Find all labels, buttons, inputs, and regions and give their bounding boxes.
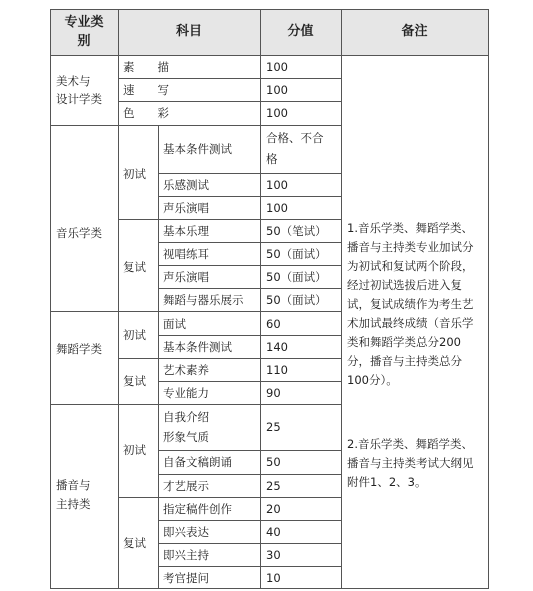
subject-cell: 艺术素养 xyxy=(163,363,209,377)
rule xyxy=(50,9,489,10)
rule xyxy=(118,9,119,589)
category-art-line2: 设计学类 xyxy=(56,92,102,106)
subject-cell-line2: 形象气质 xyxy=(163,430,209,444)
score-cell: 50（面试） xyxy=(266,247,327,261)
stage-label: 复试 xyxy=(123,260,146,274)
score-cell: 90 xyxy=(266,386,281,400)
rule xyxy=(50,311,341,312)
score-cell: 50 xyxy=(266,455,281,469)
score-table xyxy=(50,9,489,589)
subject-cell: 即兴表达 xyxy=(163,525,209,539)
score-cell: 50（笔试） xyxy=(266,224,327,238)
score-cell: 110 xyxy=(266,363,288,377)
header-category-line2: 别 xyxy=(77,34,91,49)
score-cell: 100 xyxy=(266,83,288,97)
subject-cell: 自备文稿朗诵 xyxy=(163,455,232,469)
subject-cell: 基本条件测试 xyxy=(163,340,232,354)
score-cell-line2: 格 xyxy=(266,152,278,166)
subject-cell: 舞蹈与器乐展示 xyxy=(163,293,244,307)
rule xyxy=(341,9,342,589)
category-music: 音乐学类 xyxy=(56,226,102,240)
score-cell: 20 xyxy=(266,502,281,516)
subject-cell: 色 彩 xyxy=(123,106,169,120)
score-cell: 25 xyxy=(266,479,281,493)
rule xyxy=(118,101,341,102)
rule xyxy=(50,9,51,589)
rule xyxy=(50,588,489,589)
rule xyxy=(118,358,341,359)
rule xyxy=(158,381,341,382)
score-cell: 合格、不合 xyxy=(266,131,324,145)
header-note: 备注 xyxy=(401,24,428,39)
subject-cell: 面试 xyxy=(163,317,186,331)
subject-cell: 基本条件测试 xyxy=(163,142,232,156)
category-art: 美术与 xyxy=(56,74,91,88)
subject-cell: 指定稿件创作 xyxy=(163,502,232,516)
score-cell: 30 xyxy=(266,548,281,562)
rule xyxy=(50,404,341,405)
stage-label: 初试 xyxy=(123,328,146,342)
subject-cell: 速 写 xyxy=(123,83,169,97)
header-subject: 科目 xyxy=(175,24,202,39)
rule xyxy=(118,219,341,220)
score-cell: 10 xyxy=(266,571,281,585)
rule xyxy=(260,9,261,589)
subject-cell: 自我介绍 xyxy=(163,410,209,424)
subject-cell: 声乐演唱 xyxy=(163,270,209,284)
stage-label: 复试 xyxy=(123,536,146,550)
score-cell: 100 xyxy=(266,178,288,192)
score-cell: 100 xyxy=(266,201,288,215)
score-cell: 100 xyxy=(266,106,288,120)
category-broadcast-line2: 主持类 xyxy=(56,497,91,511)
stage-label: 初试 xyxy=(123,167,146,181)
rule xyxy=(158,543,341,544)
subject-cell: 专业能力 xyxy=(163,386,209,400)
stage-label: 初试 xyxy=(123,443,146,457)
subject-cell: 基本乐理 xyxy=(163,224,209,238)
score-cell: 50（面试） xyxy=(266,293,327,307)
subject-cell: 声乐演唱 xyxy=(163,201,209,215)
score-cell: 50（面试） xyxy=(266,270,327,284)
score-cell: 140 xyxy=(266,340,288,354)
rule xyxy=(158,173,341,174)
subject-cell: 视唱练耳 xyxy=(163,247,209,261)
rule xyxy=(158,125,159,588)
score-cell: 100 xyxy=(266,60,288,74)
score-cell: 25 xyxy=(266,420,281,434)
rule xyxy=(118,78,341,79)
subject-cell: 才艺展示 xyxy=(163,479,209,493)
rule xyxy=(158,196,341,197)
rule xyxy=(158,335,341,336)
category-dance: 舞蹈学类 xyxy=(56,342,102,356)
stage-label: 复试 xyxy=(123,374,146,388)
rule xyxy=(118,497,341,498)
note-paragraph-2: 2.音乐学类、舞蹈学类、播音与主持类考试大纲见附件1、2、3。 xyxy=(347,437,474,489)
rule xyxy=(50,125,341,126)
rule xyxy=(158,566,341,567)
subject-cell: 考官提问 xyxy=(163,571,209,585)
subject-cell: 乐感测试 xyxy=(163,178,209,192)
rule xyxy=(158,520,341,521)
note-paragraph-1: 1.音乐学类、舞蹈学类、播音与主持类专业加试分为初试和复试两个阶段，经过初试选拔后进入复试，复试成绩作为考生艺术加试最终成绩（音乐学类和舞蹈学类总分200分，播音与主持类总分100分）。 xyxy=(347,221,474,387)
subject-cell: 即兴主持 xyxy=(163,548,209,562)
score-cell: 60 xyxy=(266,317,281,331)
subject-cell: 素 描 xyxy=(123,60,169,74)
rule xyxy=(158,450,341,451)
rule xyxy=(50,55,489,56)
rule xyxy=(158,474,341,475)
rule xyxy=(158,265,341,266)
header-score: 分值 xyxy=(287,24,314,39)
rule xyxy=(158,242,341,243)
rule xyxy=(488,9,489,589)
header-category: 专业类 xyxy=(64,15,104,30)
rule xyxy=(158,288,341,289)
score-cell: 40 xyxy=(266,525,281,539)
category-broadcast: 播音与 xyxy=(56,478,91,492)
